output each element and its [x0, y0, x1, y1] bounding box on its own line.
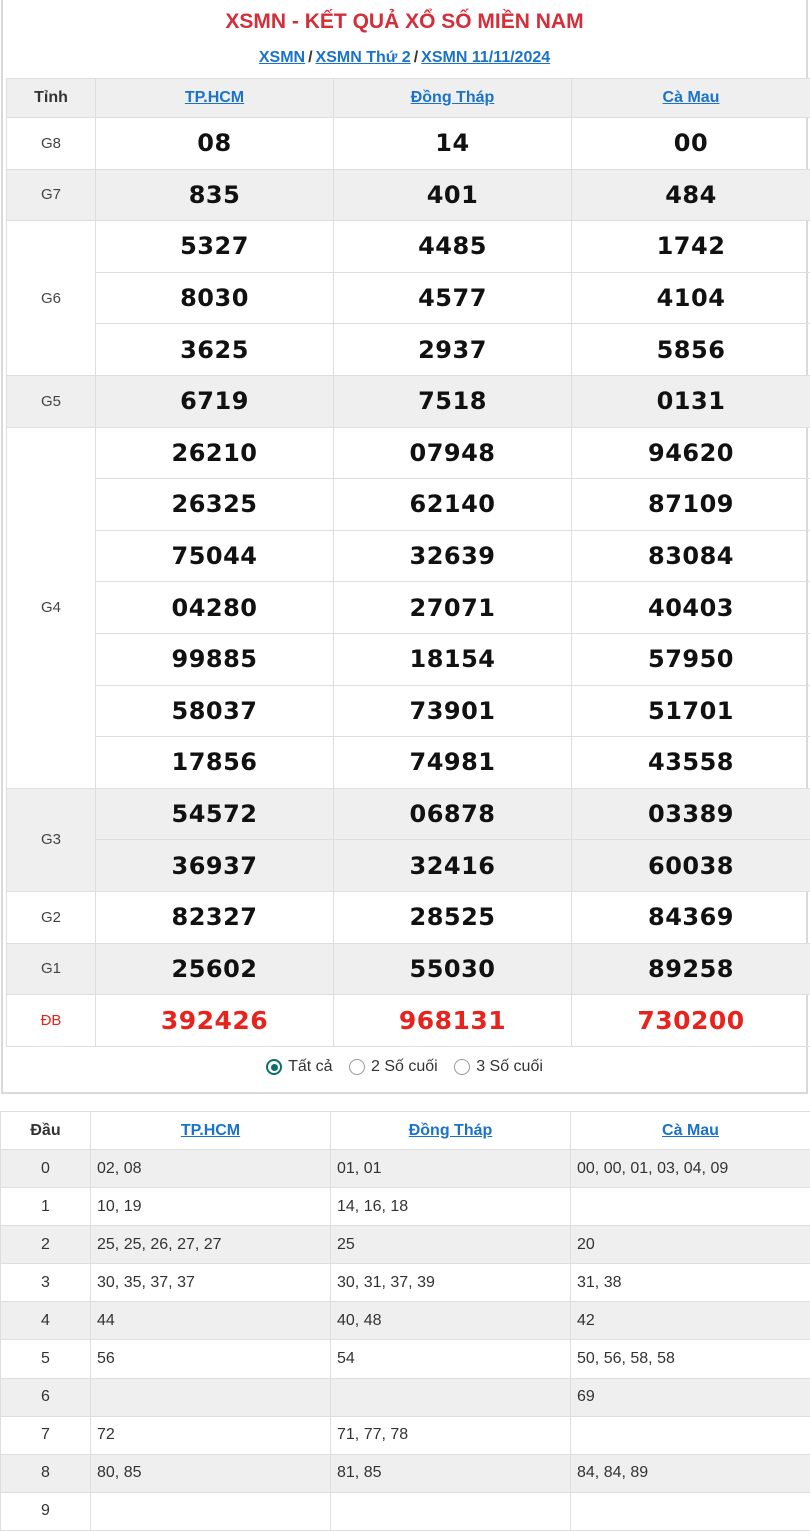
prize-number: 28525 [334, 891, 572, 943]
breadcrumb-separator: / [414, 49, 418, 66]
prize-row [7, 788, 810, 840]
prize-number: 25602 [96, 943, 334, 995]
prize-row [7, 169, 810, 221]
prize-label: ĐB [7, 995, 96, 1047]
filter-option-label: 3 Số cuối [476, 1058, 543, 1076]
heads-values: 25, 25, 26, 27, 27 [91, 1226, 331, 1264]
prize-number: 484 [572, 169, 810, 221]
breadcrumb-xsmn-link[interactable]: XSMN [259, 49, 305, 66]
prize-row [7, 479, 810, 531]
dau-label-header: Đầu [1, 1112, 91, 1150]
prize-row [7, 118, 810, 170]
heads-row [1, 1340, 810, 1378]
prize-number: 87109 [572, 479, 810, 531]
prize-row [7, 375, 810, 427]
filter-option-label: Tất cả [288, 1058, 332, 1076]
heads-values: 25 [331, 1226, 571, 1264]
prize-number: 401 [334, 169, 572, 221]
prize-number: 17856 [96, 737, 334, 789]
prize-label: G3 [7, 788, 96, 891]
prize-number: 58037 [96, 685, 334, 737]
heads-values [571, 1492, 810, 1530]
prize-number: 54572 [96, 788, 334, 840]
prize-row [7, 685, 810, 737]
heads-header-dong-thap [331, 1112, 571, 1150]
prize-number: 89258 [572, 943, 810, 995]
filter-option-2-digits[interactable] [349, 1058, 438, 1076]
heads-header-row [1, 1112, 810, 1150]
province-link-tphcm[interactable]: TP.HCM [185, 89, 244, 106]
prize-number: 84369 [572, 891, 810, 943]
dau-digit: 4 [1, 1302, 91, 1340]
prize-number: 60038 [572, 840, 810, 892]
dau-digit: 5 [1, 1340, 91, 1378]
province-link-dong-thap[interactable]: Đồng Tháp [411, 89, 495, 106]
heads-values: 10, 19 [91, 1188, 331, 1226]
prize-number: 1742 [572, 221, 810, 273]
radio-unchecked-icon[interactable] [349, 1059, 365, 1075]
heads-row [1, 1226, 810, 1264]
province-header-ca-mau [572, 79, 810, 118]
dau-digit: 1 [1, 1188, 91, 1226]
heads-values: 69 [571, 1378, 810, 1416]
prize-number: 57950 [572, 633, 810, 685]
breadcrumb-separator: / [308, 49, 312, 66]
dau-digit: 6 [1, 1378, 91, 1416]
prize-number: 3625 [96, 324, 334, 376]
heads-values: 30, 31, 37, 39 [331, 1264, 571, 1302]
heads-values: 01, 01 [331, 1150, 571, 1188]
heads-values [571, 1416, 810, 1454]
prize-number: 08 [96, 118, 334, 170]
prize-row [7, 840, 810, 892]
prize-number: 32639 [334, 530, 572, 582]
radio-unchecked-icon[interactable] [454, 1059, 470, 1075]
heads-values: 14, 16, 18 [331, 1188, 571, 1226]
heads-values: 44 [91, 1302, 331, 1340]
prize-row [7, 530, 810, 582]
special-prize-number: 730200 [572, 995, 810, 1047]
prize-number: 26210 [96, 427, 334, 479]
prize-number: 7518 [334, 375, 572, 427]
results-header-row [7, 79, 810, 118]
prize-number: 27071 [334, 582, 572, 634]
prize-number: 62140 [334, 479, 572, 531]
heads-header-tphcm [91, 1112, 331, 1150]
heads-province-link-ca-mau[interactable]: Cà Mau [662, 1122, 719, 1139]
heads-row [1, 1302, 810, 1340]
province-label-header: Tỉnh [7, 79, 96, 118]
heads-values: 40, 48 [331, 1302, 571, 1340]
heads-table [0, 1111, 810, 1531]
prize-label: G5 [7, 375, 96, 427]
prize-number: 5856 [572, 324, 810, 376]
heads-values: 56 [91, 1340, 331, 1378]
prize-number: 18154 [334, 633, 572, 685]
heads-row [1, 1492, 810, 1530]
heads-row [1, 1416, 810, 1454]
heads-values: 42 [571, 1302, 810, 1340]
page-title: XSMN - KẾT QUẢ XỔ SỐ MIỀN NAM [3, 10, 806, 34]
heads-row [1, 1188, 810, 1226]
prize-label: G4 [7, 427, 96, 788]
dau-digit: 9 [1, 1492, 91, 1530]
prize-number: 4485 [334, 221, 572, 273]
prize-number: 94620 [572, 427, 810, 479]
province-link-ca-mau[interactable]: Cà Mau [663, 89, 720, 106]
digit-filter [3, 1058, 806, 1080]
heads-row [1, 1378, 810, 1416]
breadcrumb-xsmn-thu2-link[interactable]: XSMN Thứ 2 [316, 49, 411, 66]
prize-number: 43558 [572, 737, 810, 789]
prize-number: 6719 [96, 375, 334, 427]
heads-values [331, 1492, 571, 1530]
prize-number: 75044 [96, 530, 334, 582]
prize-number: 74981 [334, 737, 572, 789]
special-prize-number: 392426 [96, 995, 334, 1047]
breadcrumb-date-link[interactable]: XSMN 11/11/2024 [421, 49, 550, 66]
results-panel [1, 0, 808, 1094]
prize-number: 4577 [334, 272, 572, 324]
prize-number: 2937 [334, 324, 572, 376]
heads-values: 84, 84, 89 [571, 1454, 810, 1492]
heads-values: 80, 85 [91, 1454, 331, 1492]
prize-number: 82327 [96, 891, 334, 943]
prize-row [7, 582, 810, 634]
prize-number: 04280 [96, 582, 334, 634]
dau-digit: 2 [1, 1226, 91, 1264]
province-header-dong-thap [334, 79, 572, 118]
breadcrumb [3, 49, 806, 67]
prize-number: 40403 [572, 582, 810, 634]
heads-values [571, 1188, 810, 1226]
heads-values: 20 [571, 1226, 810, 1264]
prize-label: G8 [7, 118, 96, 170]
prize-number: 83084 [572, 530, 810, 582]
prize-number: 51701 [572, 685, 810, 737]
prize-number: 835 [96, 169, 334, 221]
heads-values [91, 1492, 331, 1530]
dau-digit: 8 [1, 1454, 91, 1492]
prize-number: 14 [334, 118, 572, 170]
heads-values: 30, 35, 37, 37 [91, 1264, 331, 1302]
filter-option-all[interactable] [266, 1058, 332, 1076]
prize-label: G6 [7, 221, 96, 376]
heads-values: 50, 56, 58, 58 [571, 1340, 810, 1378]
prize-number: 36937 [96, 840, 334, 892]
heads-values: 02, 08 [91, 1150, 331, 1188]
prize-row [7, 633, 810, 685]
heads-values [331, 1378, 571, 1416]
prize-row [7, 427, 810, 479]
dau-digit: 0 [1, 1150, 91, 1188]
prize-number: 06878 [334, 788, 572, 840]
heads-values: 72 [91, 1416, 331, 1454]
prize-number: 32416 [334, 840, 572, 892]
prize-number: 8030 [96, 272, 334, 324]
heads-values [91, 1378, 331, 1416]
prize-number: 0131 [572, 375, 810, 427]
prize-row [7, 737, 810, 789]
prize-number: 26325 [96, 479, 334, 531]
heads-values: 81, 85 [331, 1454, 571, 1492]
prize-row [7, 221, 810, 273]
prize-number: 5327 [96, 221, 334, 273]
filter-option-3-digits[interactable] [454, 1058, 543, 1076]
heads-values: 71, 77, 78 [331, 1416, 571, 1454]
prize-number: 4104 [572, 272, 810, 324]
prize-number: 03389 [572, 788, 810, 840]
radio-checked-icon[interactable] [266, 1059, 282, 1075]
heads-header-ca-mau [571, 1112, 810, 1150]
dau-digit: 7 [1, 1416, 91, 1454]
special-prize-number: 968131 [334, 995, 572, 1047]
heads-row [1, 1454, 810, 1492]
prize-row [7, 995, 810, 1047]
heads-values: 54 [331, 1340, 571, 1378]
prize-label: G7 [7, 169, 96, 221]
filter-option-label: 2 Số cuối [371, 1058, 438, 1076]
prize-number: 73901 [334, 685, 572, 737]
results-table [6, 78, 810, 1047]
prize-row [7, 943, 810, 995]
heads-values: 00, 00, 01, 03, 04, 09 [571, 1150, 810, 1188]
prize-label: G1 [7, 943, 96, 995]
province-header-tphcm [96, 79, 334, 118]
prize-row [7, 891, 810, 943]
dau-digit: 3 [1, 1264, 91, 1302]
prize-number: 07948 [334, 427, 572, 479]
heads-values: 31, 38 [571, 1264, 810, 1302]
heads-province-link-dong-thap[interactable]: Đồng Tháp [409, 1122, 493, 1139]
prize-row [7, 272, 810, 324]
heads-row [1, 1150, 810, 1188]
prize-label: G2 [7, 891, 96, 943]
prize-row [7, 324, 810, 376]
prize-number: 99885 [96, 633, 334, 685]
prize-number: 55030 [334, 943, 572, 995]
prize-number: 00 [572, 118, 810, 170]
heads-province-link-tphcm[interactable]: TP.HCM [181, 1122, 240, 1139]
heads-row [1, 1264, 810, 1302]
